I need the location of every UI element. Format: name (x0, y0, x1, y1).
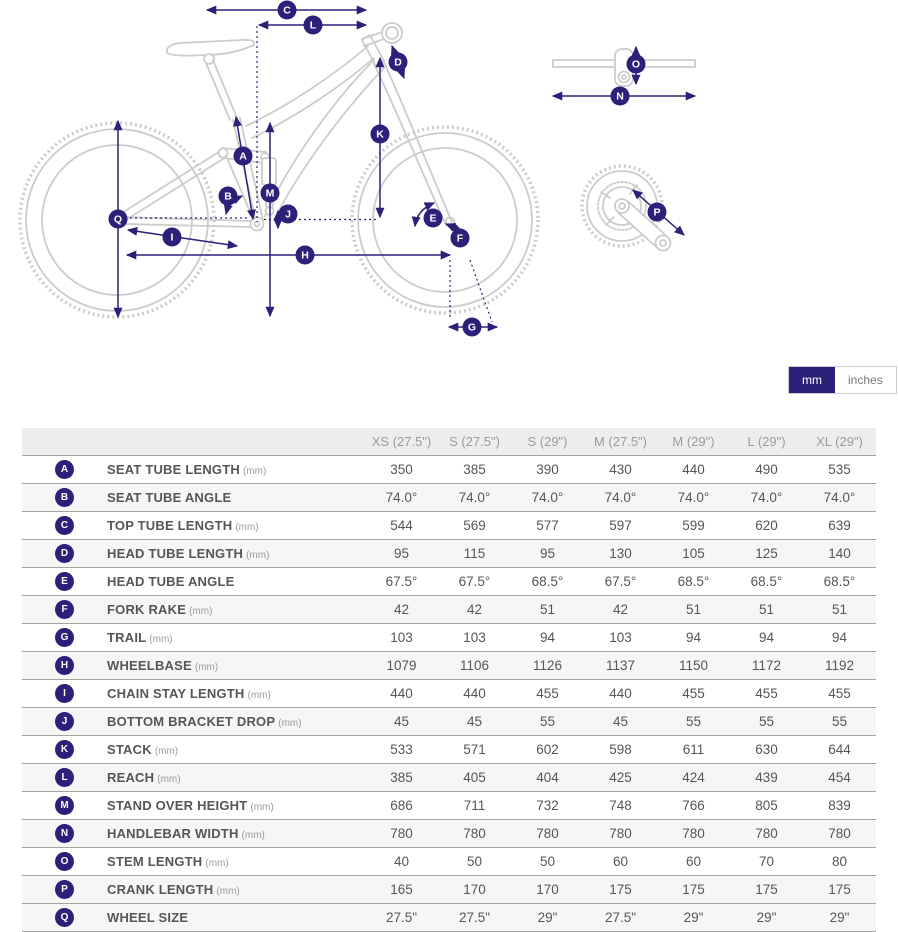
value-cell: 60 (612, 854, 629, 869)
value-cell: 620 (755, 518, 778, 533)
row-unit: (mm) (154, 746, 179, 757)
row-label: WHEEL SIZE (107, 910, 189, 925)
units-inches-button[interactable]: inches (835, 367, 896, 393)
value-cell: 45 (612, 714, 629, 729)
diagram-marker-c (278, 1, 297, 20)
value-cell: 67.5° (458, 574, 491, 589)
row-letter-cell (22, 596, 107, 624)
value-cell: 45 (466, 714, 483, 729)
value-cell: 535 (828, 462, 851, 477)
row-letter-badge: A (55, 460, 74, 479)
value-cell: 29" (537, 910, 558, 925)
row-unit: (mm) (157, 774, 181, 785)
value-cell: 105 (682, 546, 705, 561)
value-cell: 95 (539, 546, 556, 561)
value-cell: 29" (756, 910, 777, 925)
row-letter-badge: P (55, 880, 74, 899)
header-spacer-badge (22, 428, 107, 456)
table-row (22, 624, 876, 652)
row-letter-cell (22, 484, 107, 512)
units-mm-button[interactable]: mm (789, 367, 835, 393)
row-label: BOTTOM BRACKET DROP (107, 714, 276, 729)
value-cell: 50 (539, 854, 556, 869)
value-cell: 711 (463, 798, 486, 813)
table-row (22, 652, 876, 680)
row-label: WHEELBASE (107, 658, 192, 673)
value-cell: 405 (463, 770, 486, 785)
value-cell: 350 (390, 462, 413, 477)
value-cell: 455 (682, 686, 705, 701)
column-header: M (29") (672, 434, 715, 449)
row-label-cell (107, 820, 365, 848)
row-letter-cell (22, 764, 107, 792)
value-cell: 125 (755, 546, 778, 561)
diagram-marker-p (648, 203, 667, 222)
row-label: STAND OVER HEIGHT (107, 798, 248, 813)
svg-text:H: H (301, 249, 309, 262)
value-cell: 27.5" (385, 910, 418, 925)
value-cell: 103 (463, 630, 486, 645)
value-cell: 29" (829, 910, 850, 925)
value-cell: 748 (609, 798, 632, 813)
diagram-marker-g (463, 318, 482, 337)
table-row (22, 848, 876, 876)
value-cell: 50 (466, 854, 483, 869)
row-letter-badge: G (55, 628, 74, 647)
value-cell: 51 (685, 602, 702, 617)
row-label: HANDLEBAR WIDTH (107, 826, 239, 841)
svg-text:E: E (429, 212, 437, 225)
value-cell: 454 (828, 770, 851, 785)
row-label-cell (107, 736, 365, 764)
row-label-cell (107, 792, 365, 820)
row-label: SEAT TUBE LENGTH (107, 462, 240, 477)
row-unit: (mm) (205, 858, 229, 869)
value-cell: 74.0° (677, 490, 710, 505)
value-cell: 611 (682, 742, 705, 757)
row-letter-cell (22, 568, 107, 596)
svg-text:K: K (376, 128, 384, 141)
value-cell: 74.0° (823, 490, 856, 505)
row-unit: (mm) (241, 830, 265, 841)
row-letter-cell (22, 680, 107, 708)
value-cell: 94 (758, 630, 775, 645)
value-cell: 42 (393, 602, 410, 617)
value-cell: 51 (539, 602, 556, 617)
value-cell: 42 (466, 602, 483, 617)
diagram-marker-e (424, 209, 443, 228)
value-cell: 544 (390, 518, 413, 533)
value-cell: 74.0° (604, 490, 637, 505)
value-cell: 55 (831, 714, 848, 729)
geometry-table (22, 428, 876, 932)
value-cell: 1079 (386, 658, 417, 673)
row-letter-cell (22, 904, 107, 932)
value-cell: 74.0° (531, 490, 564, 505)
svg-text:I: I (170, 231, 174, 244)
value-cell: 68.5° (750, 574, 783, 589)
svg-text:Q: Q (113, 213, 123, 226)
row-label-cell (107, 904, 365, 932)
row-label-cell (107, 708, 365, 736)
svg-text:N: N (616, 90, 624, 103)
value-cell: 130 (609, 546, 632, 561)
value-cell: 67.5° (604, 574, 637, 589)
svg-text:L: L (309, 19, 317, 32)
units-toggle (788, 366, 897, 394)
table-row (22, 904, 876, 932)
table-row (22, 680, 876, 708)
header-row (22, 428, 876, 456)
row-label-cell (107, 624, 365, 652)
row-label: STEM LENGTH (107, 854, 203, 869)
diagram-marker-q (109, 210, 128, 229)
svg-text:B: B (224, 190, 232, 203)
diagram-marker-a (234, 147, 253, 166)
value-cell: 175 (682, 882, 705, 897)
row-letter-badge: O (55, 852, 74, 871)
row-label: HEAD TUBE ANGLE (107, 574, 235, 589)
row-letter-badge: B (55, 488, 74, 507)
svg-text:O: O (631, 58, 641, 71)
svg-text:F: F (456, 232, 464, 245)
value-cell: 686 (390, 798, 413, 813)
row-unit: (mm) (250, 802, 274, 813)
value-cell: 455 (536, 686, 559, 701)
value-cell: 175 (755, 882, 778, 897)
value-cell: 80 (831, 854, 848, 869)
row-letter-cell (22, 652, 107, 680)
row-letter-cell (22, 456, 107, 484)
column-header: S (29") (527, 434, 568, 449)
value-cell: 425 (609, 770, 632, 785)
handlebar-illustration (553, 49, 695, 86)
value-cell: 597 (609, 518, 632, 533)
table-row (22, 568, 876, 596)
value-cell: 1137 (605, 658, 636, 673)
row-label-cell (107, 568, 365, 596)
row-unit: (mm) (242, 466, 267, 477)
column-header: M (27.5") (593, 434, 647, 449)
value-cell: 630 (755, 742, 778, 757)
row-label-cell (107, 512, 365, 540)
value-cell: 1106 (459, 658, 490, 673)
value-cell: 51 (758, 602, 775, 617)
value-cell: 55 (685, 714, 702, 729)
table-row (22, 540, 876, 568)
column-header: L (29") (747, 434, 786, 449)
table-row (22, 456, 876, 484)
value-cell: 440 (463, 686, 486, 701)
row-letter-badge: Q (55, 908, 74, 927)
header-spacer-label (107, 428, 365, 456)
svg-text:P: P (653, 206, 661, 219)
value-cell: 455 (755, 686, 778, 701)
row-label: SEAT TUBE ANGLE (107, 490, 232, 505)
diagram-marker-n (611, 87, 630, 106)
value-cell: 27.5" (458, 910, 491, 925)
table-row (22, 596, 876, 624)
row-label-cell (107, 764, 365, 792)
table-row (22, 820, 876, 848)
value-cell: 94 (539, 630, 556, 645)
diagram-marker-o (627, 55, 646, 74)
row-label: FORK RAKE (107, 602, 187, 617)
value-cell: 74.0° (385, 490, 418, 505)
row-label: REACH (107, 770, 155, 785)
value-cell: 424 (682, 770, 705, 785)
value-cell: 45 (393, 714, 410, 729)
diagram-marker-b (219, 187, 238, 206)
value-cell: 1150 (678, 658, 709, 673)
row-label-cell (107, 484, 365, 512)
row-letter-badge: K (55, 740, 74, 759)
value-cell: 170 (463, 882, 486, 897)
row-unit: (mm) (235, 522, 259, 533)
table-row (22, 484, 876, 512)
row-label: STACK (107, 742, 152, 757)
diagram-marker-m (261, 184, 280, 203)
value-cell: 440 (390, 686, 413, 701)
value-cell: 385 (463, 462, 486, 477)
value-cell: 74.0° (458, 490, 491, 505)
value-cell: 533 (390, 742, 413, 757)
value-cell: 95 (393, 546, 410, 561)
row-letter-badge: H (55, 656, 74, 675)
value-cell: 170 (536, 882, 559, 897)
row-letter-badge: F (55, 600, 74, 619)
value-cell: 29" (683, 910, 704, 925)
column-header: S (27.5") (449, 434, 500, 449)
value-cell: 780 (536, 826, 559, 841)
row-label-cell (107, 680, 365, 708)
value-cell: 103 (609, 630, 632, 645)
row-label: TRAIL (107, 630, 147, 645)
geometry-diagram (0, 0, 898, 428)
row-label-cell (107, 596, 365, 624)
value-cell: 55 (539, 714, 556, 729)
row-letter-badge: L (55, 768, 74, 787)
row-letter-cell (22, 624, 107, 652)
value-cell: 644 (828, 742, 851, 757)
value-cell: 51 (831, 602, 848, 617)
value-cell: 70 (758, 854, 775, 869)
value-cell: 94 (831, 630, 848, 645)
diagram-marker-i (163, 228, 182, 247)
value-cell: 385 (390, 770, 413, 785)
table-row (22, 876, 876, 904)
value-cell: 74.0° (750, 490, 783, 505)
column-header: XL (29") (816, 434, 863, 449)
value-cell: 175 (828, 882, 851, 897)
value-cell: 602 (536, 742, 559, 757)
svg-text:M: M (265, 187, 275, 200)
value-cell: 780 (828, 826, 851, 841)
row-letter-cell (22, 876, 107, 904)
value-cell: 490 (755, 462, 778, 477)
value-cell: 40 (393, 854, 410, 869)
row-letter-cell (22, 820, 107, 848)
svg-text:J: J (285, 208, 291, 221)
value-cell: 569 (463, 518, 486, 533)
row-unit: (mm) (246, 550, 270, 561)
row-letter-cell (22, 540, 107, 568)
value-cell: 780 (682, 826, 705, 841)
row-letter-badge: J (55, 712, 74, 731)
value-cell: 27.5" (604, 910, 637, 925)
value-cell: 440 (682, 462, 705, 477)
row-unit: (mm) (247, 690, 271, 701)
row-unit: (mm) (194, 662, 219, 673)
value-cell: 780 (609, 826, 632, 841)
row-label: HEAD TUBE LENGTH (107, 546, 244, 561)
row-letter-cell (22, 792, 107, 820)
diagram-marker-d (389, 53, 408, 72)
row-letter-cell (22, 848, 107, 876)
value-cell: 571 (463, 742, 486, 757)
value-cell: 55 (758, 714, 775, 729)
table-row (22, 512, 876, 540)
value-cell: 780 (390, 826, 413, 841)
value-cell: 60 (685, 854, 702, 869)
value-cell: 766 (682, 798, 705, 813)
value-cell: 455 (828, 686, 851, 701)
svg-text:G: G (467, 321, 477, 334)
row-letter-badge: D (55, 544, 74, 563)
row-label: CRANK LENGTH (107, 882, 214, 897)
value-cell: 439 (755, 770, 778, 785)
table-row (22, 764, 876, 792)
row-unit: (mm) (189, 606, 213, 617)
value-cell: 42 (612, 602, 629, 617)
row-label-cell (107, 652, 365, 680)
value-cell: 68.5° (677, 574, 710, 589)
value-cell: 839 (828, 798, 851, 813)
value-cell: 1172 (751, 658, 782, 673)
svg-text:C: C (283, 4, 291, 17)
value-cell: 598 (609, 742, 632, 757)
value-cell: 1126 (532, 658, 563, 673)
value-cell: 390 (536, 462, 559, 477)
row-letter-cell (22, 512, 107, 540)
row-letter-badge: C (55, 516, 74, 535)
column-header: XS (27.5") (371, 434, 432, 449)
row-letter-cell (22, 736, 107, 764)
bike-illustration (20, 23, 538, 317)
value-cell: 732 (536, 798, 559, 813)
row-label: TOP TUBE LENGTH (107, 518, 233, 533)
value-cell: 599 (682, 518, 705, 533)
row-unit: (mm) (278, 718, 302, 729)
value-cell: 780 (755, 826, 778, 841)
value-cell: 639 (828, 518, 851, 533)
svg-text:D: D (394, 56, 402, 69)
value-cell: 68.5° (823, 574, 856, 589)
row-letter-badge: M (55, 796, 74, 815)
diagram-marker-l (304, 16, 323, 35)
value-cell: 175 (609, 882, 632, 897)
value-cell: 140 (828, 546, 851, 561)
diagram-marker-k (371, 125, 390, 144)
value-cell: 115 (463, 546, 486, 561)
row-label-cell (107, 456, 365, 484)
value-cell: 440 (609, 686, 632, 701)
value-cell: 68.5° (531, 574, 564, 589)
row-unit: (mm) (216, 886, 240, 897)
diagram-marker-h (296, 246, 315, 265)
row-letter-badge: N (55, 824, 74, 843)
geometry-diagram-area (0, 0, 898, 428)
row-letter-badge: E (55, 572, 74, 591)
table-row (22, 708, 876, 736)
value-cell: 1192 (824, 658, 855, 673)
row-label: CHAIN STAY LENGTH (107, 686, 245, 701)
row-label-cell (107, 540, 365, 568)
row-unit: (mm) (149, 634, 173, 645)
value-cell: 577 (536, 518, 559, 533)
value-cell: 404 (536, 770, 559, 785)
table-row (22, 792, 876, 820)
diagram-marker-f (451, 229, 470, 248)
row-letter-cell (22, 708, 107, 736)
value-cell: 103 (390, 630, 413, 645)
value-cell: 430 (609, 462, 632, 477)
value-cell: 67.5° (385, 574, 418, 589)
value-cell: 165 (390, 882, 413, 897)
svg-text:A: A (239, 150, 247, 163)
diagram-marker-j (279, 205, 298, 224)
row-label-cell (107, 848, 365, 876)
value-cell: 94 (685, 630, 702, 645)
value-cell: 805 (755, 798, 778, 813)
table-row (22, 736, 876, 764)
row-label-cell (107, 876, 365, 904)
row-letter-badge: I (55, 684, 74, 703)
value-cell: 780 (463, 826, 486, 841)
